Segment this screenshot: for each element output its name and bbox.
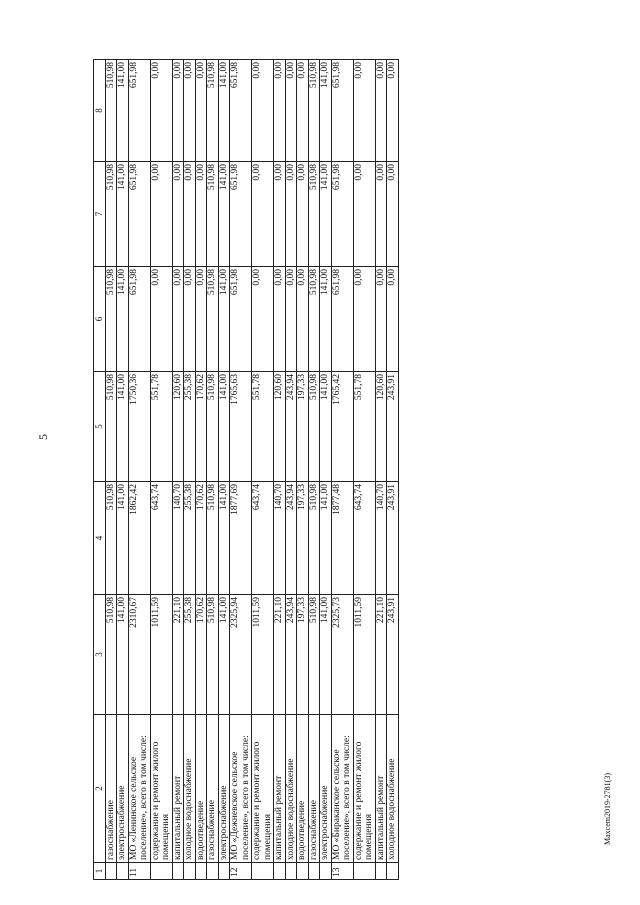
value-cell: 651,98 xyxy=(331,60,353,162)
value-cell: 141,00 xyxy=(117,267,129,372)
value-cell: 140,70 xyxy=(172,482,184,595)
row-label: капитальный ремонт xyxy=(274,715,286,863)
table-row xyxy=(297,60,309,880)
value-cell: 0,00 xyxy=(150,60,172,162)
value-cell: 0,00 xyxy=(353,60,375,162)
value-cell: 0,00 xyxy=(184,267,196,372)
value-cell: 651,98 xyxy=(230,267,252,372)
value-cell: 0,00 xyxy=(150,162,172,267)
value-cell: 0,00 xyxy=(297,162,309,267)
value-cell: 510,98 xyxy=(308,482,320,595)
row-label: газоснабжение xyxy=(308,715,320,863)
row-label: МО «Ленинское сельское поселение», всего в том числе: xyxy=(128,715,150,863)
value-cell: 0,00 xyxy=(387,267,399,372)
row-label: содержание и ремонт жилого помещения xyxy=(150,715,172,863)
value-cell: 141,00 xyxy=(218,372,230,482)
value-cell: 0,00 xyxy=(184,162,196,267)
value-cell: 255,38 xyxy=(184,482,196,595)
row-label: газоснабжение xyxy=(207,715,219,863)
value-cell: 255,38 xyxy=(184,595,196,715)
value-cell: 0,00 xyxy=(195,162,207,267)
value-cell: 510,98 xyxy=(308,372,320,482)
header-cell: 6 xyxy=(94,267,106,372)
value-cell: 141,00 xyxy=(117,482,129,595)
value-cell: 197,33 xyxy=(297,372,309,482)
row-label: электроснабжение xyxy=(320,715,332,863)
row-number xyxy=(195,863,207,880)
value-cell: 1011,59 xyxy=(252,595,274,715)
value-cell: 510,98 xyxy=(105,162,117,267)
row-number xyxy=(117,863,129,880)
value-cell: 255,38 xyxy=(184,372,196,482)
table-row xyxy=(285,60,297,880)
value-cell: 0,00 xyxy=(297,267,309,372)
value-cell: 0,00 xyxy=(274,60,286,162)
value-cell: 140,70 xyxy=(274,482,286,595)
row-number: 12 xyxy=(230,863,252,880)
value-cell: 197,33 xyxy=(297,595,309,715)
table-row xyxy=(252,60,274,880)
header-cell: 2 xyxy=(94,715,106,863)
table-row xyxy=(117,60,129,880)
value-cell: 0,00 xyxy=(252,267,274,372)
value-cell: 1011,59 xyxy=(150,595,172,715)
value-cell: 141,00 xyxy=(117,162,129,267)
row-label: капитальный ремонт xyxy=(172,715,184,863)
row-number xyxy=(274,863,286,880)
value-cell: 0,00 xyxy=(387,60,399,162)
header-cell: 5 xyxy=(94,372,106,482)
value-cell: 1765,42 xyxy=(331,372,353,482)
value-cell: 170,62 xyxy=(195,595,207,715)
table-row xyxy=(218,60,230,880)
row-number: 13 xyxy=(331,863,353,880)
value-cell: 0,00 xyxy=(150,267,172,372)
value-cell: 510,98 xyxy=(105,372,117,482)
table-row xyxy=(387,60,399,880)
value-cell: 1011,59 xyxy=(353,595,375,715)
row-label: водоотведение xyxy=(195,715,207,863)
value-cell: 0,00 xyxy=(285,162,297,267)
value-cell: 510,98 xyxy=(105,482,117,595)
value-cell: 551,78 xyxy=(150,372,172,482)
value-cell: 643,74 xyxy=(353,482,375,595)
value-cell: 651,98 xyxy=(230,162,252,267)
value-cell: 510,98 xyxy=(308,595,320,715)
value-cell: 0,00 xyxy=(285,60,297,162)
table-row xyxy=(230,60,252,880)
value-cell: 643,74 xyxy=(150,482,172,595)
value-cell: 0,00 xyxy=(252,162,274,267)
value-cell: 0,00 xyxy=(184,60,196,162)
value-cell: 651,98 xyxy=(128,162,150,267)
value-cell: 243,91 xyxy=(387,595,399,715)
table-row xyxy=(274,60,286,880)
value-cell: 510,98 xyxy=(105,595,117,715)
row-number xyxy=(375,863,387,880)
value-cell: 120,60 xyxy=(172,372,184,482)
value-cell: 2325,73 xyxy=(331,595,353,715)
table-row xyxy=(308,60,320,880)
value-cell: 0,00 xyxy=(375,60,387,162)
value-cell: 141,00 xyxy=(320,60,332,162)
header-cell: 4 xyxy=(94,482,106,595)
value-cell: 2325,94 xyxy=(230,595,252,715)
value-cell: 0,00 xyxy=(252,60,274,162)
value-cell: 243,94 xyxy=(285,372,297,482)
value-cell: 141,00 xyxy=(218,267,230,372)
value-cell: 510,98 xyxy=(308,267,320,372)
table-row xyxy=(105,60,117,880)
row-label: холодное водоснабжение xyxy=(387,715,399,863)
value-cell: 141,00 xyxy=(117,372,129,482)
value-cell: 510,98 xyxy=(207,267,219,372)
value-cell: 651,98 xyxy=(331,162,353,267)
value-cell: 0,00 xyxy=(195,60,207,162)
value-cell: 243,94 xyxy=(285,595,297,715)
value-cell: 651,98 xyxy=(331,267,353,372)
value-cell: 141,00 xyxy=(117,60,129,162)
value-cell: 141,00 xyxy=(320,482,332,595)
value-cell: 643,74 xyxy=(252,482,274,595)
value-cell: 0,00 xyxy=(375,267,387,372)
row-label: содержание и ремонт жилого помещения xyxy=(252,715,274,863)
header-cell: 7 xyxy=(94,162,106,267)
value-cell: 120,60 xyxy=(274,372,286,482)
header-cell: 8 xyxy=(94,60,106,162)
row-number xyxy=(207,863,219,880)
tariff-table xyxy=(93,59,399,880)
value-cell: 0,00 xyxy=(297,60,309,162)
row-label: газоснабжение xyxy=(105,715,117,863)
value-cell: 2310,67 xyxy=(128,595,150,715)
value-cell: 510,98 xyxy=(207,595,219,715)
value-cell: 0,00 xyxy=(285,267,297,372)
table-row xyxy=(195,60,207,880)
value-cell: 0,00 xyxy=(274,267,286,372)
value-cell: 510,98 xyxy=(308,60,320,162)
value-cell: 1877,69 xyxy=(230,482,252,595)
rotated-table-container xyxy=(93,60,533,880)
value-cell: 141,00 xyxy=(320,595,332,715)
table-row xyxy=(331,60,353,880)
value-cell: 651,98 xyxy=(230,60,252,162)
value-cell: 221,10 xyxy=(375,595,387,715)
value-cell: 1750,36 xyxy=(128,372,150,482)
header-row xyxy=(94,60,106,880)
value-cell: 510,98 xyxy=(207,482,219,595)
value-cell: 170,62 xyxy=(195,482,207,595)
row-number xyxy=(297,863,309,880)
row-number xyxy=(387,863,399,880)
row-label: холодное водоснабжение xyxy=(285,715,297,863)
value-cell: 120,60 xyxy=(375,372,387,482)
row-number xyxy=(150,863,172,880)
row-label: содержание и ремонт жилого помещения xyxy=(353,715,375,863)
value-cell: 221,10 xyxy=(172,595,184,715)
value-cell: 243,91 xyxy=(387,372,399,482)
row-label: МО «Дежневское сельское поселение», всего в том числе: xyxy=(230,715,252,863)
row-number xyxy=(184,863,196,880)
value-cell: 140,70 xyxy=(375,482,387,595)
value-cell: 141,00 xyxy=(218,60,230,162)
value-cell: 651,98 xyxy=(128,60,150,162)
row-number xyxy=(353,863,375,880)
value-cell: 170,62 xyxy=(195,372,207,482)
value-cell: 141,00 xyxy=(320,267,332,372)
value-cell: 0,00 xyxy=(353,267,375,372)
header-cell: 1 xyxy=(94,863,106,880)
table-row xyxy=(207,60,219,880)
row-label: электроснабжение xyxy=(218,715,230,863)
value-cell: 141,00 xyxy=(218,595,230,715)
value-cell: 141,00 xyxy=(320,372,332,482)
value-cell: 0,00 xyxy=(387,162,399,267)
row-number xyxy=(105,863,117,880)
value-cell: 0,00 xyxy=(172,162,184,267)
value-cell: 141,00 xyxy=(320,162,332,267)
value-cell: 0,00 xyxy=(195,267,207,372)
value-cell: 0,00 xyxy=(353,162,375,267)
value-cell: 510,98 xyxy=(105,60,117,162)
value-cell: 243,94 xyxy=(285,482,297,595)
row-number xyxy=(218,863,230,880)
document-code: Maxcem2019-2781(3) xyxy=(603,773,612,845)
row-label: МО «Бираканское сельское поселение», всего в том числе: xyxy=(331,715,353,863)
value-cell: 1877,48 xyxy=(331,482,353,595)
value-cell: 0,00 xyxy=(274,162,286,267)
value-cell: 221,10 xyxy=(274,595,286,715)
row-number xyxy=(308,863,320,880)
row-label: водоотведение xyxy=(297,715,309,863)
value-cell: 510,98 xyxy=(105,267,117,372)
value-cell: 197,33 xyxy=(297,482,309,595)
value-cell: 0,00 xyxy=(172,60,184,162)
value-cell: 1862,42 xyxy=(128,482,150,595)
value-cell: 1765,63 xyxy=(230,372,252,482)
table-row xyxy=(128,60,150,880)
value-cell: 0,00 xyxy=(172,267,184,372)
value-cell: 243,91 xyxy=(387,482,399,595)
value-cell: 651,98 xyxy=(128,267,150,372)
row-label: электроснабжение xyxy=(117,715,129,863)
row-number xyxy=(172,863,184,880)
value-cell: 141,00 xyxy=(218,482,230,595)
value-cell: 0,00 xyxy=(375,162,387,267)
header-cell: 3 xyxy=(94,595,106,715)
value-cell: 510,98 xyxy=(207,372,219,482)
value-cell: 551,78 xyxy=(252,372,274,482)
value-cell: 551,78 xyxy=(353,372,375,482)
table-row xyxy=(150,60,172,880)
row-label: холодное водоснабжение xyxy=(184,715,196,863)
row-number xyxy=(320,863,332,880)
value-cell: 141,00 xyxy=(117,595,129,715)
table-row xyxy=(375,60,387,880)
table-row xyxy=(184,60,196,880)
table-row xyxy=(172,60,184,880)
value-cell: 510,98 xyxy=(207,162,219,267)
row-number xyxy=(252,863,274,880)
value-cell: 141,00 xyxy=(218,162,230,267)
table-row xyxy=(353,60,375,880)
value-cell: 510,98 xyxy=(207,60,219,162)
page-number: 5 xyxy=(36,434,50,440)
row-number: 11 xyxy=(128,863,150,880)
table-row xyxy=(320,60,332,880)
row-label: капитальный ремонт xyxy=(375,715,387,863)
row-number xyxy=(285,863,297,880)
value-cell: 510,98 xyxy=(308,162,320,267)
